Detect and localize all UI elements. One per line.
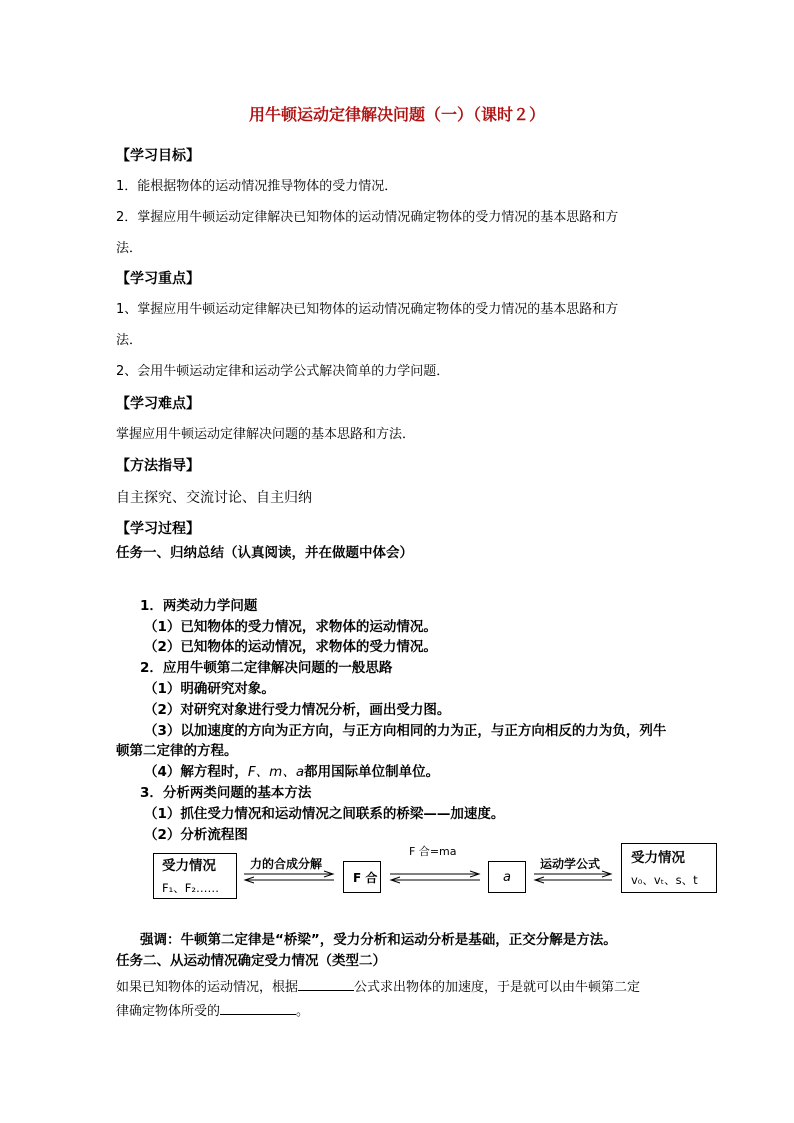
keypoints-item-1-line-1: 1、掌握应用牛顿运动定律解决已知物体的运动情况确定物体的受力情况的基本思路和方 (116, 302, 619, 317)
flow-box-net-force (343, 861, 381, 893)
goals-item-2-line-2: 法． (116, 241, 143, 256)
summary-line-11: （1）抓住受力情况和运动情况之间联系的桥梁——加速度。 (144, 806, 505, 822)
method-text: 自主探究、交流讨论、自主归纳 (116, 490, 312, 506)
page-title: 用牛顿运动定律解决问题（一）（课时２） (248, 105, 545, 124)
task-2-line-1-end: 公式求出物体的加速度，于是就可以由牛顿第二定 (354, 980, 641, 995)
task-1-heading: 任务一、归纳总结（认真阅读，并在做题中体会） (116, 545, 413, 561)
fill-blank-2[interactable] (220, 1002, 296, 1015)
task-2-heading: 任务二、从运动情况确定受力情况（类型二） (116, 953, 386, 969)
flow-box-2-label: F 合 (353, 871, 378, 885)
task-2-line-2 (116, 1002, 309, 1018)
goals-item-1: 1．能根据物体的运动情况推导物体的受力情况． (116, 179, 398, 194)
flow-arrow-2-label: F 合=ma (409, 845, 457, 858)
summary-line-10: 3．分析两类问题的基本方法 (140, 785, 312, 801)
summary-line-3: （2）已知物体的运动情况，求物体的受力情况。 (144, 639, 437, 655)
emphasis-text: 强调：牛顿第二定律是“桥梁”，受力分析和运动分析是基础，正交分解是方法。 (140, 932, 617, 948)
flow-arrow-3-label: 运动学公式 (540, 857, 601, 871)
summary-line-9-prefix: （4）解方程时， (144, 764, 248, 780)
flow-box-motion-conditions (621, 843, 717, 893)
flow-arrow-1-label: 力的合成分解 (250, 857, 323, 871)
flow-double-arrow-3 (532, 870, 614, 884)
summary-line-1: 1．两类动力学问题 (140, 598, 258, 614)
summary-line-7: （3）以加速度的方向为正方向，与正方向相同的力为正，与正方向相反的力为负，列牛 (144, 723, 667, 739)
summary-line-8: 顿第二定律的方程。 (116, 743, 238, 759)
summary-line-4: 2．应用牛顿第二定律解决问题的一般思路 (140, 660, 393, 676)
summary-line-9-vars: F、m、a (247, 764, 305, 780)
flow-box-1-sub: F₁、F₂…… (162, 881, 219, 895)
flow-double-arrow-2 (388, 870, 482, 884)
goals-item-2-line-1: 2．掌握应用牛顿运动定律解决已知物体的运动情况确定物体的受力情况的基本思路和方 (116, 210, 619, 225)
flow-box-4-sub: v₀、vₜ、s、t (631, 873, 698, 887)
difficulty-heading: 【学习难点】 (116, 396, 200, 412)
method-heading: 【方法指导】 (116, 458, 200, 474)
task-2-line-2-end: 。 (296, 1004, 310, 1019)
keypoints-item-1-line-2: 法． (116, 333, 143, 348)
difficulty-text: 掌握应用牛顿运动定律解决问题的基本思路和方法． (116, 427, 416, 442)
flow-box-acceleration (488, 861, 526, 893)
task-2-line-2-start: 律确定物体所受的 (116, 1004, 221, 1019)
flow-double-arrow-1 (242, 870, 336, 884)
summary-line-6: （2）对研究对象进行受力情况分析，画出受力图。 (144, 702, 451, 718)
fill-blank-1[interactable] (298, 978, 354, 991)
keypoints-heading: 【学习重点】 (116, 271, 200, 287)
goals-heading: 【学习目标】 (116, 148, 200, 164)
flow-box-1-title: 受力情况 (162, 858, 216, 874)
keypoints-item-2: 2、会用牛顿运动定律和运动学公式解决简单的力学问题． (116, 364, 450, 379)
flow-box-force-conditions (153, 853, 237, 899)
task-2-line-1-start: 如果已知物体的运动情况，根据 (116, 980, 299, 995)
summary-line-9-suffix: 都用国际单位制单位。 (304, 764, 440, 780)
summary-line-9 (144, 766, 439, 780)
task-2-line-1 (116, 978, 640, 994)
summary-line-5: （1）明确研究对象。 (144, 681, 275, 697)
flow-box-4-title: 受力情况 (631, 850, 685, 866)
process-heading: 【学习过程】 (116, 521, 200, 537)
summary-line-2: （1）已知物体的受力情况，求物体的运动情况。 (144, 619, 437, 635)
flow-box-3-label: a (503, 870, 511, 885)
summary-line-12: （2）分析流程图 (144, 827, 248, 843)
